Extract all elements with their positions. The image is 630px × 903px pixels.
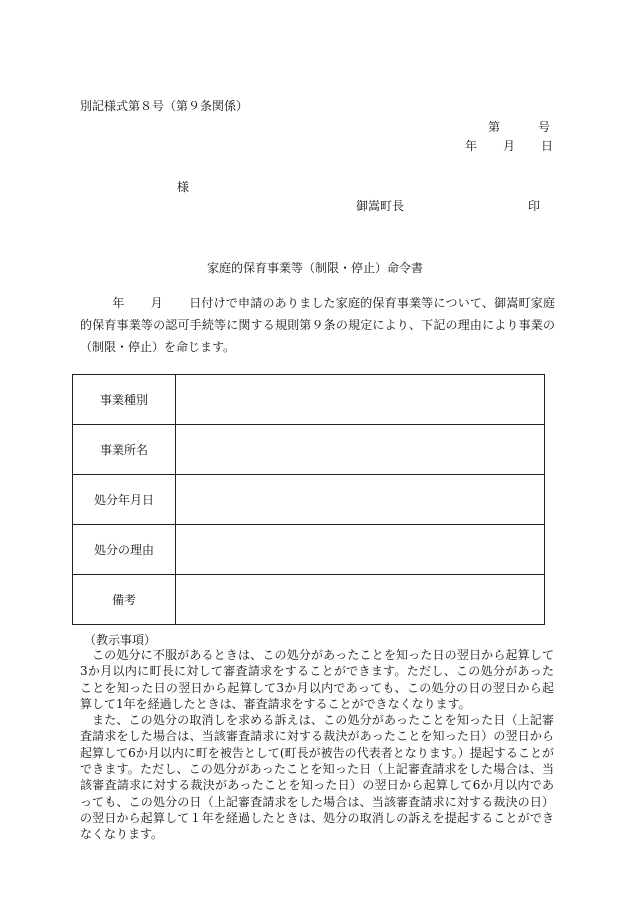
date-year: 年 <box>465 139 478 153</box>
notice-paragraph-1: この処分に不服があるときは、この処分があったことを知った日の翌日から起算して3か月以内に町長に対して審査請求をすることができます。ただし、この処分があったことを知った日の翌日から起算して3か月以内であっても、この処分の日の翌日から起算して1年を経過したときは、審査請求をすることができなくなります。 <box>80 648 554 711</box>
body-text: 日付けで申請のありました家庭的保育事業等について、御嵩町家庭的保育事業等の認可手続等に関する規則第９条の規定により、下記の理由により事業の（制限・停止）を命じます。 <box>80 296 555 354</box>
row-label-disposition-date: 処分年月日 <box>73 475 176 525</box>
row-label-facility-name: 事業所名 <box>73 425 176 475</box>
number-go: 号 <box>538 120 551 134</box>
row-value-business-type <box>176 375 545 425</box>
table-row <box>73 425 545 475</box>
row-label-business-type: 事業種別 <box>73 375 176 425</box>
sender-name: 御嵩町長 <box>356 199 405 213</box>
table-row <box>73 575 545 625</box>
row-label-disposition-reason: 処分の理由 <box>73 525 176 575</box>
notice-paragraph-2: また、この処分の取消しを求める訴えは、この処分があったことを知った日（上記審査請求をした場合は、当該審査請求に対する裁決があったことを知った日）の翌日から起算して6か月以内に町を被告として(町長が被告の代表者となります。）提起することができます。ただし、この処分があったことを知った日（上記審査請求をした場合は、当該審査請求に対する裁決があったことを知った日）の翌日から起算して6か月以内であっても、この処分の日（上記審査請求をした場合は、当該審査請求に対する裁決の日）の翌日から起算して１年を経過したときは、処分の取消しの訴えを提起することができなくなります。 <box>80 713 554 842</box>
document-title: 家庭的保育事業等（制限・停止）命令書 <box>206 261 423 275</box>
recipient-suffix: 様 <box>177 180 190 194</box>
number-dai: 第 <box>488 120 501 134</box>
notice-text <box>80 647 554 843</box>
table-row <box>73 525 545 575</box>
form-reference: 別記様式第８号（第９条関係） <box>80 99 249 113</box>
row-value-disposition-date <box>176 475 545 525</box>
notice-heading: （教示事項） <box>84 633 157 647</box>
info-table <box>72 374 545 625</box>
table-row <box>73 475 545 525</box>
row-label-remarks: 備考 <box>73 575 176 625</box>
body-year: 年 <box>112 296 125 310</box>
row-value-facility-name <box>176 425 545 475</box>
body-paragraph <box>80 292 555 358</box>
date-day: 日 <box>541 139 554 153</box>
table-row <box>73 375 545 425</box>
date-month: 月 <box>503 139 516 153</box>
row-value-disposition-reason <box>176 525 545 575</box>
seal-mark: 印 <box>528 199 541 213</box>
body-month: 月 <box>150 296 163 310</box>
row-value-remarks <box>176 575 545 625</box>
